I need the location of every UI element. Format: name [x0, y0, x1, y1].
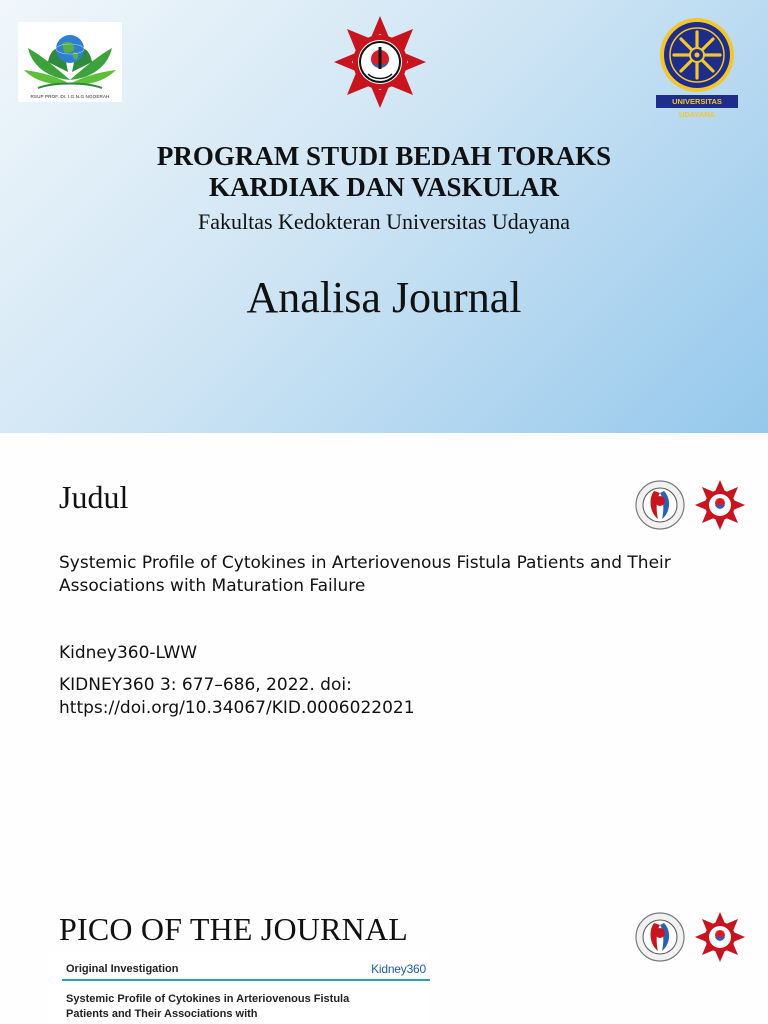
journal-name: Kidney360-LWW	[59, 643, 198, 663]
udayana-logo-caption: UNIVERSITAS UDAYANA	[656, 95, 738, 108]
faculty-subtitle: Fakultas Kedokteran Universitas Udayana	[197, 209, 571, 234]
article-type-label: Original Investigation	[66, 963, 179, 975]
article-preview-image	[48, 951, 430, 1024]
journal-brand-label: Kidney360	[371, 962, 426, 976]
red-star-emblem-icon	[332, 14, 428, 110]
rsup-hospital-logo	[18, 22, 122, 102]
program-title-line1: PROGRAM STUDI BEDAH TORAKS	[156, 141, 612, 171]
title-slide	[0, 0, 768, 433]
article-title: Systemic Profile of Cytokines in Arteriovenous Fistula Patients and Their Associations with Maturation Failure	[59, 553, 671, 596]
program-title-line2: KARDIAK DAN VASKULAR	[208, 172, 560, 202]
round-seal-icon	[636, 913, 684, 961]
round-seal-icon	[636, 481, 684, 529]
header-logos	[634, 477, 750, 533]
udayana-university-logo	[656, 16, 738, 119]
section-heading: PICO OF THE JOURNAL	[59, 911, 409, 947]
citation-doi: KIDNEY360 3: 677–686, 2022. doi: https://doi.org/10.34067/KID.0006022021	[59, 675, 415, 718]
header-rule	[62, 979, 430, 981]
rsup-logo-caption: RSUP PROF. Dr. I.G.N.G NGOERAH	[30, 94, 110, 99]
judul-slide	[0, 433, 768, 873]
section-heading: Judul	[59, 479, 129, 515]
header-logos	[634, 909, 750, 965]
pico-slide	[0, 873, 768, 1024]
article-preview-title: Systemic Profile of Cytokines in Arteriovenous Fistula Patients and Their Associations with	[66, 993, 350, 1020]
slide-main-title: Analisa Journal	[246, 273, 522, 322]
